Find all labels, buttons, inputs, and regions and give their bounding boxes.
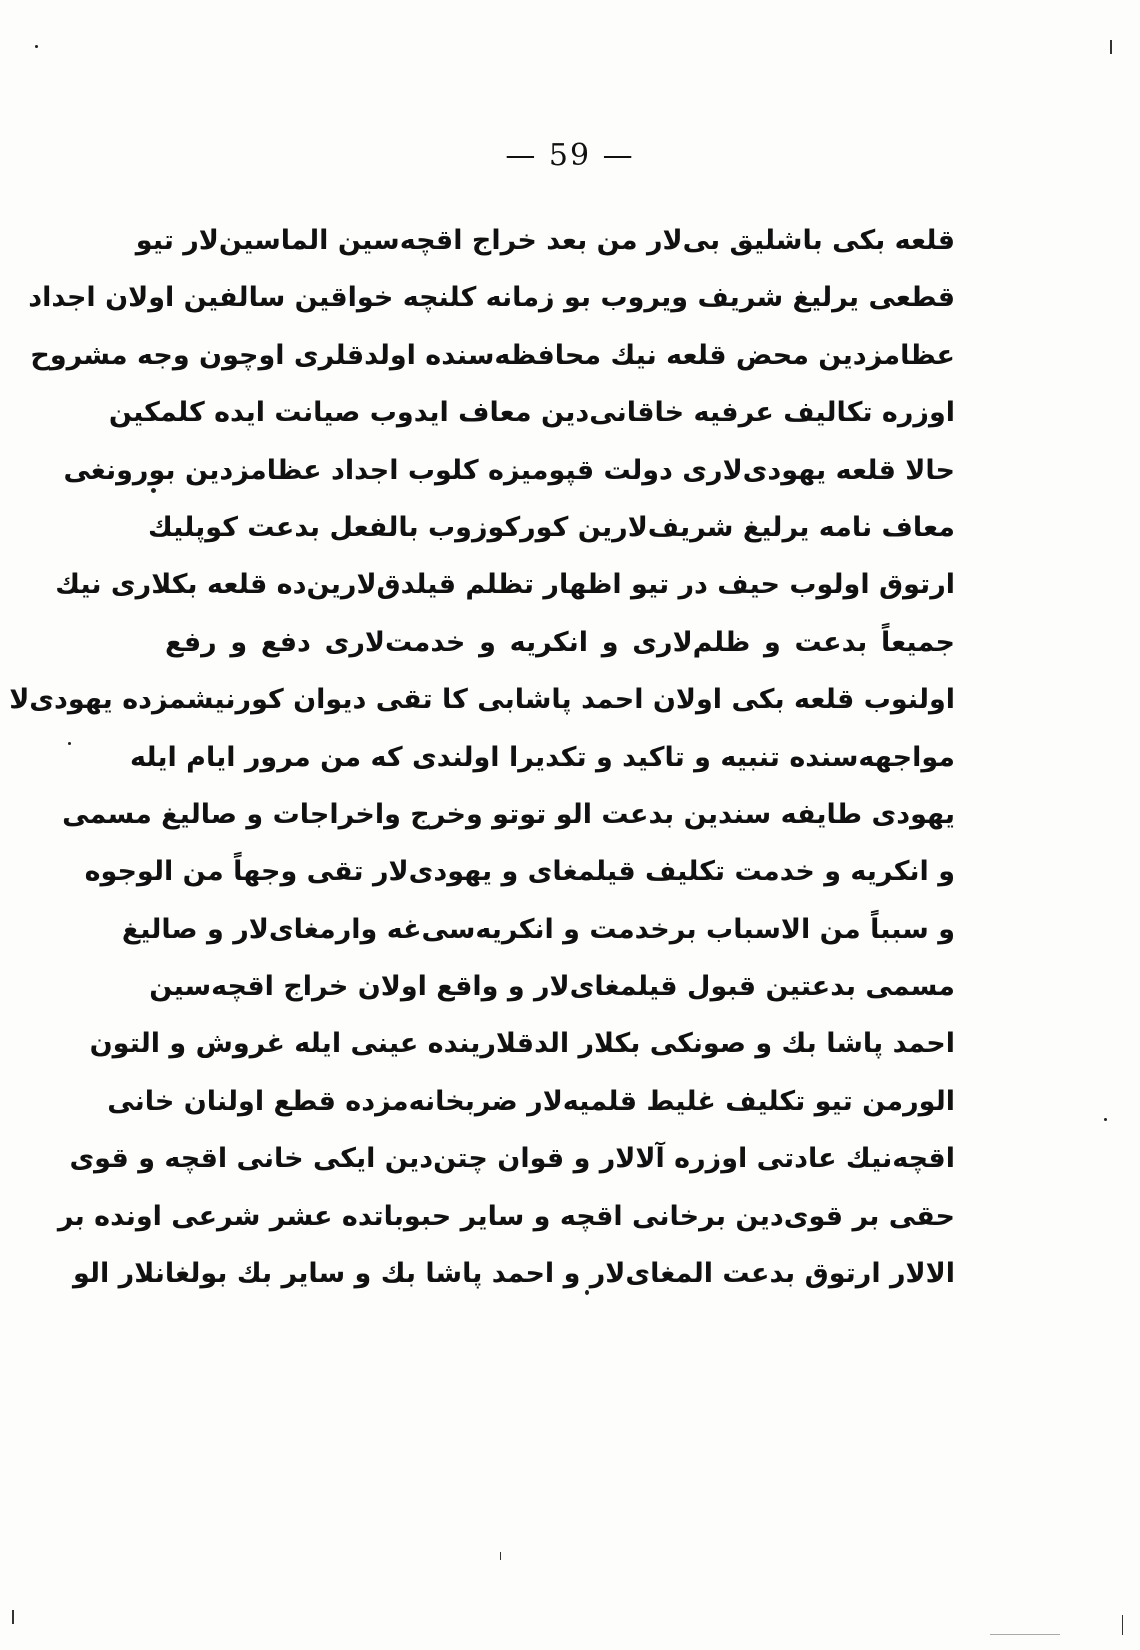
scan-edge-mark	[1110, 40, 1112, 54]
text-line: اوزره تكاليف عرفيه خاقانى‌دين معاف ايدوب صيانت ايده كلمكين	[108, 397, 955, 429]
text-line: اقچه‌نيك عادتى اوزره آلالار و قوان چتن‌دين ايكى خانى اقچه و قوى	[69, 1143, 955, 1175]
scan-speck	[1104, 1118, 1107, 1121]
scan-edge-mark	[12, 1610, 14, 1624]
scan-speck	[35, 45, 38, 48]
text-line: اولنوب قلعه بكى اولان احمد پاشابى كا تقى ديوان كورنيشمزده يهودى‌لا	[9, 684, 955, 716]
scan-edge-mark	[990, 1634, 1060, 1635]
text-line: و سبباً من الاسباب برخدمت و انكريه‌سى‌غه وارمغاى‌لار و صاليغ	[121, 913, 955, 945]
page-number: — 59 —	[505, 138, 635, 173]
scan-edge-mark	[500, 1552, 501, 1560]
text-line: قلعه بكى باشليق بى‌لار من بعد خراج اقچه‌سين الماسين‌لار تيو	[135, 225, 955, 256]
text-line: الالار ارتوق بدعت المغاى‌لار و احمد پاشا بك و ساير بك بولغانلار الو	[72, 1258, 955, 1290]
text-line: عظامزدين محض قلعه نيك محافظه‌سنده اولدقلرى اوچون وجه مشروح	[30, 339, 955, 371]
text-line: احمد پاشا بك و صونكى بكلار الدقلارينده عينى ايله غروش و التون	[89, 1028, 955, 1060]
text-line: ارتوق اولوب حيف در تيو اظهار تظلم قيلدق‌لارين‌ده قلعه بكلارى نيك	[55, 569, 955, 601]
text-line: مسمى بدعتين قبول قيلمغاى‌لار و واقع اولان خراج اقچه‌سين	[149, 971, 955, 1003]
text-line: مواجهه‌سنده تنبيه و تاكيد و تكديرا اولندى كه من مرور ايام ايله	[129, 741, 955, 773]
scan-edge-mark	[1122, 1615, 1123, 1635]
text-line: معاف نامه يرليغ شريف‌لارين كوركوزوب بالفعل بدعت كوپليك	[147, 511, 955, 543]
text-line: حالا قلعه يهودى‌لارى دولت قپوميزه كلوب اجداد عظامزدين بورونغى	[63, 454, 955, 486]
text-line: قطعى يرليغ شريف ويروب بو زمانه كلنچه خواقين سالفين اولان اجداد	[28, 282, 955, 314]
scan-speck	[151, 488, 156, 493]
scan-speck	[68, 742, 71, 745]
text-line: يهودى طايفه سندين بدعت الو توتو وخرج واخراجات و صاليغ مسمى	[62, 798, 955, 830]
text-line: جميعاً بدعت و ظلم‌لارى و انكريه و خدمت‌لارى دفع و رفع	[165, 626, 955, 658]
body-text	[9, 212, 955, 1302]
text-line: الورمن تيو تكليف غليط قلميه‌لار ضربخانه‌مزده قطع اولنان خانى	[107, 1085, 955, 1117]
text-line: و انكريه و خدمت تكليف قيلمغاى و يهودى‌لار تقى وجهاً من الوجوه	[84, 856, 955, 888]
scan-speck	[585, 1290, 589, 1295]
text-line: حقى بر قوى‌دين برخانى اقچه و ساير حبوباتده عشر شرعى اونده بر	[57, 1200, 955, 1232]
